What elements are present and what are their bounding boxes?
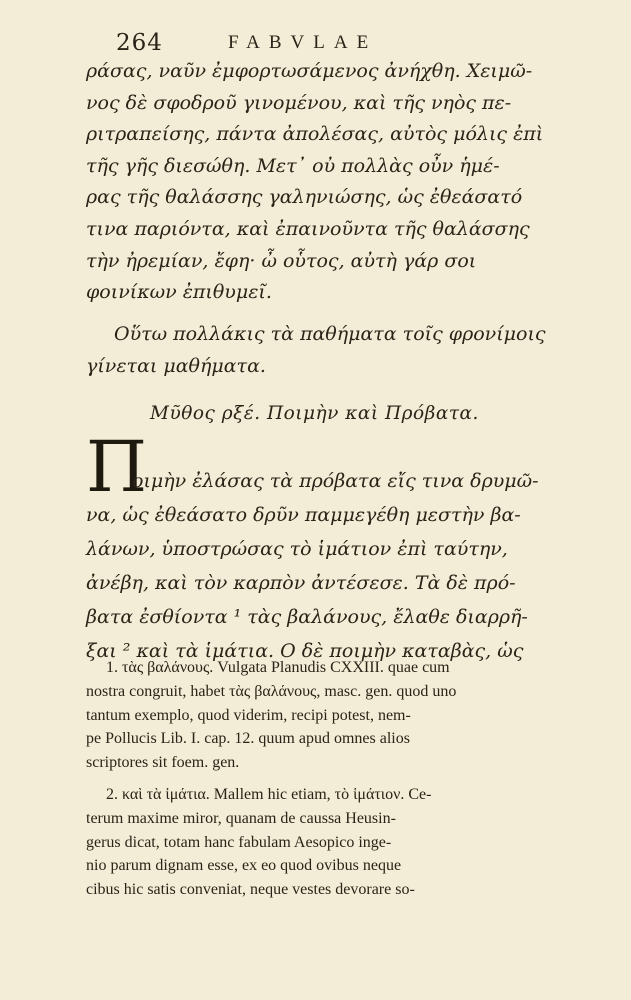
footnote-line: 1. τὰς βαλάνους. Vulgata Planudis CXXIII. quae cum xyxy=(106,659,450,676)
moral-paragraph xyxy=(86,319,586,382)
text-line: τὴν ἠρεμίαν, ἔφη· ὦ οὗτος, αὐτὴ γάρ σοι xyxy=(86,249,477,272)
running-title: FABVLAE xyxy=(228,32,378,53)
running-head xyxy=(78,26,578,60)
fable-heading: Μῦθος ρξέ. Ποιμὴν καὶ Πρόβατα. xyxy=(150,403,479,424)
footnote-line: tantum exemplo, quod viderim, recipi potest, nem- xyxy=(86,706,411,724)
text-line: ἀνέβη, καὶ τὸν καρπὸν ἀντέσεσε. Τὰ δὲ πρό- xyxy=(86,572,516,594)
page-number: 264 xyxy=(116,30,163,56)
footnote-line: 2. καὶ τὰ ἱμάτια. Mallem hic etiam, τὸ ἱμάτιον. Ce- xyxy=(106,785,432,803)
fable-paragraph xyxy=(86,464,586,668)
footnote-line: nio parum dignam esse, ex eo quod ovibus neque xyxy=(86,857,402,875)
footnote-line: gerus dicat, totam hanc fabulam Aesopico inge- xyxy=(86,833,392,851)
footnotes xyxy=(86,656,586,902)
footnote-line: terum maxime miror, quanam de caussa Heusin- xyxy=(86,809,396,827)
text-line: φοινίκων ἐπιθυμεῖ. xyxy=(86,281,272,304)
greek-paragraph-1 xyxy=(86,56,586,309)
footnote-line: nostra congruit, habet τὰς βαλάνους, masc. gen. quod uno xyxy=(86,682,457,700)
text-line: ξαι ² καὶ τὰ ἱμάτια. Ο δὲ ποιμὴν καταβὰς, ὡς xyxy=(86,640,524,662)
text-line: λάνων, ὑποστρώσας τὸ ἱμάτιον ἐπὶ ταύτην, xyxy=(86,538,508,560)
text-line: οιμὴν ἐλάσας τὰ πρόβατα εἴς τινα δρυμῶ- xyxy=(132,470,539,492)
text-line: Οὕτω πολλάκις τὰ παθήματα τοῖς φρονίμοις xyxy=(114,323,546,345)
footnote-line: cibus hic satis conveniat, neque vestes devorare so- xyxy=(86,881,415,899)
footnote-line: pe Pollucis Lib. I. cap. 12. quum apud omnes alios xyxy=(86,730,410,748)
text-line: νος δὲ σφοδροῦ γινομένου, καὶ τῆς νηὸς πε- xyxy=(86,91,512,114)
text-line: να, ὡς ἐθεάσατο δρῦν παμμεγέθη μεστὴν βα- xyxy=(86,504,521,526)
text-line: ράσας, ναῦν ἐμφορτωσάμενος ἀνήχθη. Χειμῶ- xyxy=(86,60,533,82)
text-line: βατα ἐσθίοντα ¹ τὰς βαλάνους, ἔλαθε διαρρῆ- xyxy=(86,606,528,628)
drop-cap: Π xyxy=(86,426,148,508)
text-line: ρας τῆς θαλάσσης γαληνιώσης, ὡς ἐθεάσατό xyxy=(86,186,523,209)
text-line: τινα παριόντα, καὶ ἐπαινοῦντα τῆς θαλάσσης xyxy=(86,217,530,240)
footnote-line: scriptores sit foem. gen. xyxy=(86,754,240,772)
text-line: τῆς γῆς διεσώθη. Μετ᾽ οὐ πολλὰς οὖν ἡμέ- xyxy=(86,154,500,177)
text-line: ριτραπείσης, πάντα ἀπολέσας, αὐτὸς μόλις ἐπὶ xyxy=(86,123,544,146)
text-line: γίνεται μαθήματα. xyxy=(86,354,266,377)
